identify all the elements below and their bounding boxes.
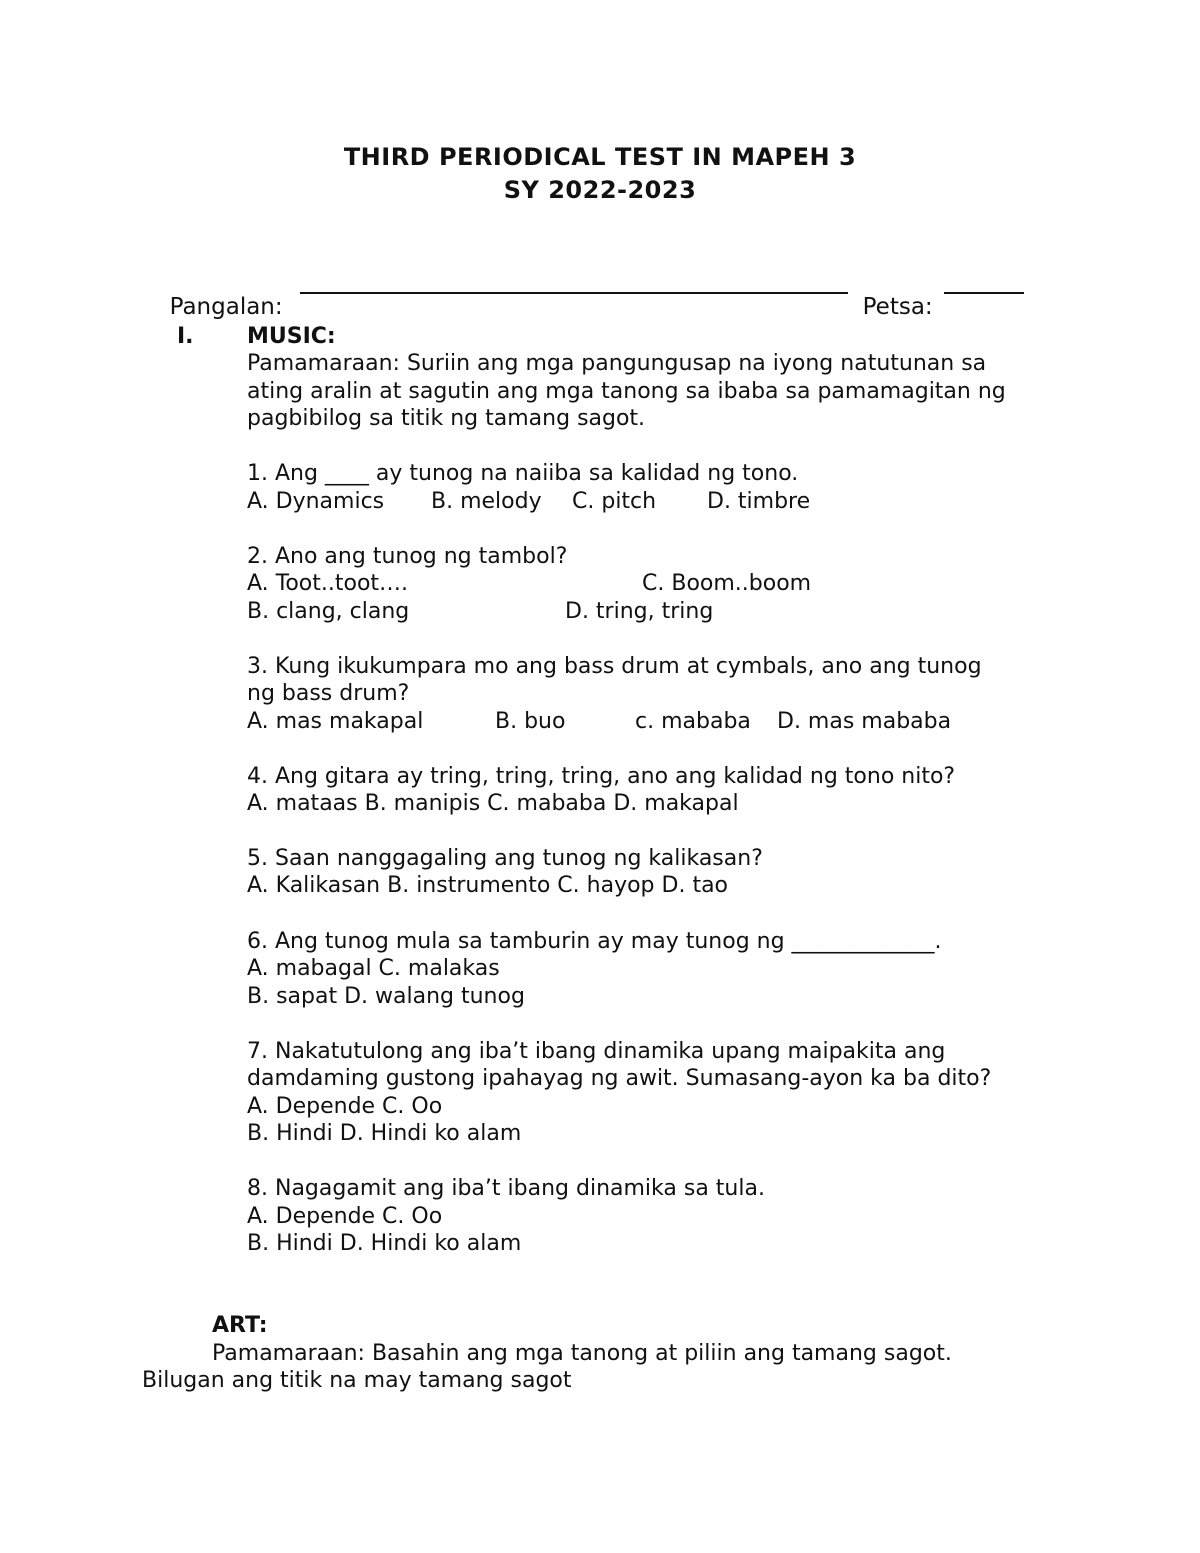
option-a[interactable]: A. Dynamics [247,489,385,514]
option-a[interactable]: A. Toot..toot…. [247,571,409,596]
name-input-line[interactable] [300,292,848,294]
option-c[interactable]: C. pitch [572,489,657,514]
question-2-options-row-1 [247,570,947,598]
option-d[interactable]: D. mas mababa [777,709,952,734]
music-heading: MUSIC: [247,324,336,349]
question-6-options[interactable]: A. mabagal C. malakas [247,956,500,981]
music-section-numeral: I. [177,324,194,349]
music-instructions-line: Pamamaraan: Suriin ang mga pangungusap na iyong natutunan sa [247,351,987,376]
date-field-row [848,266,933,321]
art-instructions-line: Bilugan ang titik na may tamang sagot [142,1368,572,1393]
question-1-options [247,488,947,516]
question-8-options[interactable]: B. Hindi D. Hindi ko alam [247,1231,522,1256]
question-6-text: 6. Ang tunog mula sa tamburin ay may tunog ng _____________. [247,929,942,954]
music-instructions-line: ating aralin at sagutin ang mga tanong sa ibaba sa pamamagitan ng [247,379,1006,404]
question-8-text: 8. Nagagamit ang iba’t ibang dinamika sa tula. [247,1176,765,1201]
question-3-options [247,708,997,736]
question-4-options[interactable]: A. mataas B. manipis C. mababa D. makapal [247,791,739,816]
question-2-text: 2. Ano ang tunog ng tambol? [247,544,568,569]
school-year: SY 2022-2023 [503,176,697,204]
question-8-options[interactable]: A. Depende C. Oo [247,1204,443,1229]
option-a[interactable]: A. mas makapal [247,709,424,734]
option-b[interactable]: B. melody [431,489,542,514]
question-7-text: 7. Nakatutulong ang iba’t ibang dinamika upang maipakita ang [247,1039,946,1064]
date-label: Petsa: [862,293,933,320]
date-input-line[interactable] [944,292,1024,294]
art-heading: ART: [212,1313,268,1338]
question-5-text: 5. Saan nanggagaling ang tunog ng kalikasan? [247,846,763,871]
option-c[interactable]: C. Boom..boom [642,571,812,596]
name-field-row [155,266,283,321]
option-c[interactable]: c. mababa [635,709,751,734]
question-1-text: 1. Ang ____ ay tunog na naiiba sa kalidad ng tono. [247,461,799,486]
question-4-text: 4. Ang gitara ay tring, tring, tring, ano ang kalidad ng tono nito? [247,764,956,789]
question-7-options[interactable]: A. Depende C. Oo [247,1094,443,1119]
question-5-options[interactable]: A. Kalikasan B. instrumento C. hayop D. tao [247,873,729,898]
option-d[interactable]: D. timbre [707,489,811,514]
art-instructions-line: Pamamaraan: Basahin ang mga tanong at piliin ang tamang sagot. [212,1341,952,1366]
option-b[interactable]: B. clang, clang [247,599,410,624]
option-b[interactable]: B. buo [495,709,566,734]
test-title: THIRD PERIODICAL TEST IN MAPEH 3 [343,143,857,171]
question-3-text: 3. Kung ikukumpara mo ang bass drum at cymbals, ano ang tunog [247,654,982,679]
question-7-text: damdaming gustong ipahayag ng awit. Sumasang-ayon ka ba dito? [247,1066,992,1091]
question-3-text: ng bass drum? [247,681,410,706]
music-instructions-line: pagbibilog sa titik ng tamang sagot. [247,406,646,431]
question-6-options[interactable]: B. sapat D. walang tunog [247,984,525,1009]
name-label: Pangalan: [169,293,283,320]
option-d[interactable]: D. tring, tring [565,599,714,624]
question-2-options-row-2 [247,598,947,626]
question-7-options[interactable]: B. Hindi D. Hindi ko alam [247,1121,522,1146]
